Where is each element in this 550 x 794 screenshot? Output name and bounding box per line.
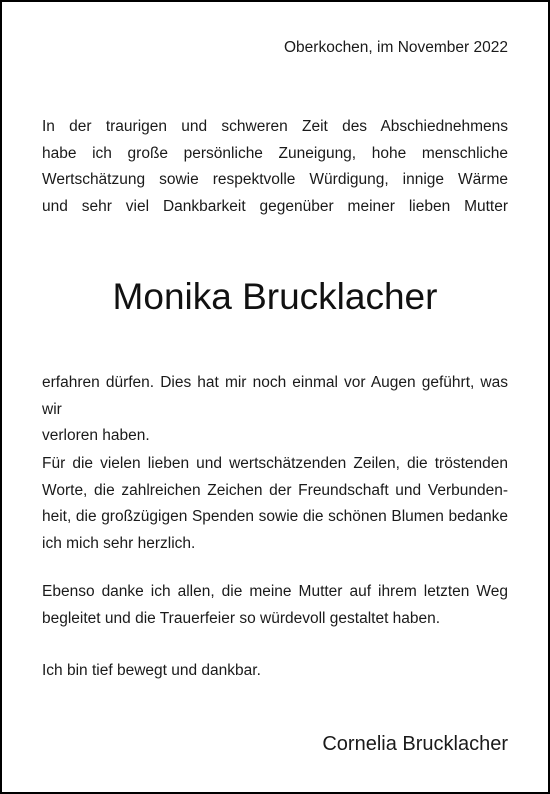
intro-line: Wertschätzung sowie respektvolle Würdigung, innige Wärme [42, 171, 508, 188]
intro-line: und sehr viel Dankbarkeit gegenüber meiner lieben Mutter [42, 197, 508, 215]
closing-line: Ich bin tief bewegt und dankbar. [42, 662, 261, 679]
intro-paragraph [42, 114, 508, 220]
thanks-line: heit, die großzügigen Spenden sowie die schönen Blumen bedanke [42, 508, 508, 525]
closing-paragraph [42, 658, 508, 685]
thanks-line: Worte, die zahlreichen Zeichen der Freundschaft und Verbunden- [42, 481, 508, 499]
after-name-line: verloren haben. [42, 427, 150, 444]
thanks-paragraph [42, 451, 508, 557]
signature-name: Cornelia Brucklacher [322, 733, 508, 755]
escort-line: begleitet und die Trauerfeier so würdevoll gestaltet haben. [42, 609, 441, 627]
intro-line: In der traurigen und schweren Zeit des Abschiednehmens [42, 118, 508, 135]
deceased-name: Monika Brucklacher [112, 276, 438, 317]
escort-line: Ebenso danke ich allen, die meine Mutter auf ihrem letzten Weg [42, 583, 508, 600]
place-date: Oberkochen, im November 2022 [283, 39, 508, 56]
intro-line: habe ich große persönliche Zuneigung, hohe menschliche [42, 144, 508, 162]
thanks-line: ich mich sehr herzlich. [42, 534, 196, 552]
escort-paragraph [42, 579, 508, 632]
after-name-line: erfahren dürfen. Dies hat mir noch einmal vor Augen geführt, was wir [42, 374, 508, 418]
after-name-paragraph [42, 370, 508, 450]
thanks-line: Für die vielen lieben und wertschätzenden Zeilen, die tröstenden [42, 455, 508, 472]
